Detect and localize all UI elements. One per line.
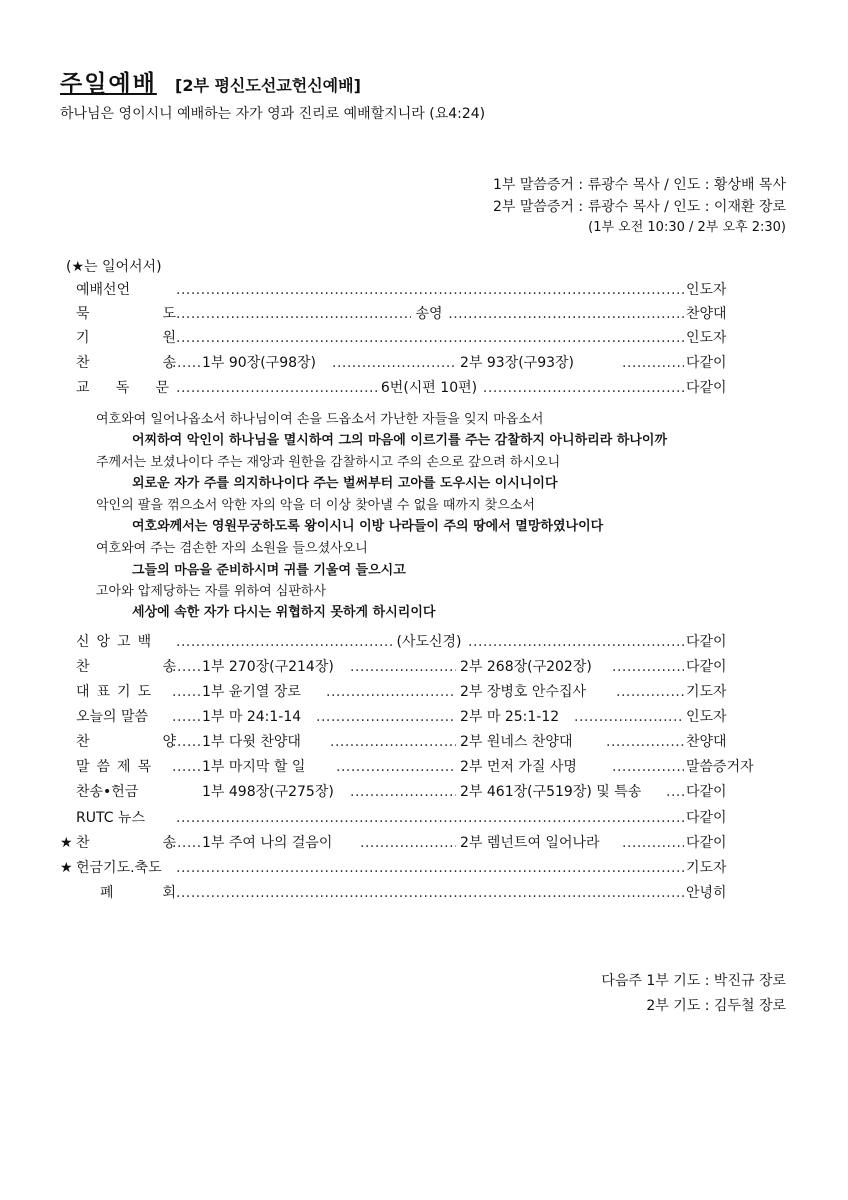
- order-row-rutc-news: [60, 806, 768, 830]
- order-leader: 말씀증거자: [686, 759, 754, 775]
- standing-star-icon: ★: [60, 860, 73, 876]
- order-label: 예배선언: [76, 282, 131, 298]
- order-center-text: 송영: [172, 302, 686, 326]
- part2-detail: 2부 마 25:1-12: [460, 709, 560, 725]
- order-row-representative-prayer: [60, 680, 768, 704]
- order-leader: 다같이: [686, 835, 727, 851]
- order-center-text: 6번(시편 10편): [172, 376, 686, 400]
- standing-note: (★는 일어서서): [66, 259, 162, 275]
- reading-leader-line: 악인의 팔을 꺾으소서 악한 자의 악을 더 이상 찾아낼 수 없을 때까지 찾으소서: [96, 498, 535, 513]
- order-label: 찬 송: [76, 835, 176, 851]
- order-row-anthem: [60, 730, 768, 754]
- part1-detail: 1부 주여 나의 걸음이: [202, 835, 333, 851]
- order-row-sermon-title: [60, 755, 768, 779]
- order-row-invocation: [60, 326, 768, 350]
- order-row-hymn-3: [60, 831, 768, 855]
- order-leader: 기도자: [686, 684, 727, 700]
- order-leader: 다같이: [686, 784, 727, 800]
- order-leader: 다같이: [686, 380, 727, 396]
- order-label: 기 원: [76, 330, 176, 346]
- order-label: 찬송•헌금: [76, 784, 139, 800]
- part2-detail: 2부 원네스 찬양대: [460, 734, 573, 750]
- reading-leader-line: 고아와 압제당하는 자를 위하여 심판하사: [96, 584, 327, 599]
- order-leader: 다같이: [686, 634, 727, 650]
- order-label: RUTC 뉴스: [76, 810, 145, 826]
- service-times: (1부 오전 10:30 / 2부 오후 2:30): [588, 220, 786, 235]
- order-row-creed: [60, 630, 768, 654]
- order-label: 신앙고백: [76, 634, 159, 650]
- order-row-silent-prayer: [60, 302, 768, 326]
- page-title: 주일예배: [60, 71, 157, 97]
- order-row-responsive-reading: [60, 376, 768, 400]
- order-leader: 인도자: [686, 282, 727, 298]
- part2-detail: 2부 먼저 가질 사명: [460, 759, 577, 775]
- order-leader: 다같이: [686, 355, 727, 371]
- order-row-call: [60, 278, 768, 302]
- service-subtitle: [2부 평신도선교헌신예배]: [175, 76, 361, 95]
- part1-detail: 1부 다윗 찬양대: [202, 734, 301, 750]
- part1-detail: 1부 마 24:1-14: [202, 709, 302, 725]
- order-leader: 인도자: [686, 709, 727, 725]
- order-leader: 기도자: [686, 860, 727, 876]
- order-row-hymn-offering: [60, 780, 768, 804]
- scripture-verse: 하나님은 영이시니 예배하는 자가 영과 진리로 예배할지니라 (요4:24): [60, 106, 486, 122]
- part2-detail: 2부 268장(구202장): [460, 659, 592, 675]
- order-leader: 다같이: [686, 659, 727, 675]
- order-label: 찬 양: [76, 734, 176, 750]
- order-label: 교 독 문: [76, 380, 176, 396]
- order-leader: 안녕히: [686, 885, 727, 901]
- standing-star-icon: ★: [60, 835, 73, 851]
- part1-detail: 1부 270장(구214장): [202, 659, 334, 675]
- order-label: 헌금기도.축도: [76, 860, 162, 876]
- order-leader: 인도자: [686, 330, 727, 346]
- reading-leader-line: 여호와여 일어나옵소서 하나님이여 손을 드옵소서 가난한 자들을 잊지 마옵소서: [96, 412, 544, 427]
- part1-detail: 1부 마지막 할 일: [202, 759, 306, 775]
- order-row-hymn-2: [60, 655, 768, 679]
- order-leader: 다같이: [686, 810, 727, 826]
- order-label: 오늘의 말씀: [76, 709, 149, 725]
- reading-congregation-line: 외로운 자가 주를 의지하나이다 주는 벌써부터 고아를 도우시는 이시니이다: [132, 476, 558, 491]
- part2-detail: 2부 장병호 안수집사: [460, 684, 586, 700]
- part2-detail: 2부 렘넌트여 일어나라: [460, 835, 600, 851]
- reading-leader-line: 주께서는 보셨나이다 주는 재앙과 원한을 감찰하시고 주의 손으로 갚으려 하시오니: [96, 455, 561, 470]
- part2-detail: 2부 461장(구519장) 및 특송: [460, 784, 642, 800]
- order-leader: 찬양대: [686, 734, 727, 750]
- part1-detail: 1부 498장(구275장): [202, 784, 334, 800]
- reading-leader-line: 여호와여 주는 겸손한 자의 소원을 들으셨사오니: [96, 541, 368, 556]
- reading-congregation-line: 여호와께서는 영원무궁하도록 왕이시니 이방 나라들이 주의 땅에서 멸망하였나이다: [132, 519, 604, 534]
- order-label: 폐 회: [100, 885, 176, 901]
- order-row-hymn-1: [60, 351, 768, 375]
- order-center-text: (사도신경): [172, 630, 686, 654]
- order-label: 묵 도: [76, 306, 176, 322]
- next-week-prayer-2: 2부 기도 : 김두철 장로: [646, 998, 786, 1014]
- preacher-line-1: 1부 말씀증거 : 류광수 목사 / 인도 : 황상배 목사: [492, 177, 786, 193]
- order-leader: 찬양대: [686, 306, 727, 322]
- order-row-closing: [60, 881, 768, 905]
- next-week-prayer-1: 다음주 1부 기도 : 박진규 장로: [601, 973, 786, 989]
- part1-detail: 1부 90장(구98장): [202, 355, 317, 371]
- order-label: 찬 송: [76, 355, 176, 371]
- reading-congregation-line: 세상에 속한 자가 다시는 위협하지 못하게 하시리이다: [132, 605, 436, 620]
- reading-congregation-line: 어찌하여 악인이 하나님을 멸시하여 그의 마음에 이르기를 주는 감찰하지 아니하리라 하나이까: [132, 433, 668, 448]
- part2-detail: 2부 93장(구93장): [460, 355, 575, 371]
- order-label: 말씀제목: [76, 759, 159, 775]
- preacher-line-2: 2부 말씀증거 : 류광수 목사 / 인도 : 이재환 장로: [492, 199, 786, 215]
- order-label: 대표기도: [76, 684, 159, 700]
- order-label: 찬 송: [76, 659, 176, 675]
- order-row-offering-prayer-benediction: [60, 856, 768, 880]
- part1-detail: 1부 윤기열 장로: [202, 684, 301, 700]
- reading-congregation-line: 그들의 마음을 준비하시며 귀를 기울여 들으시고: [132, 563, 406, 578]
- order-row-todays-word: [60, 705, 768, 729]
